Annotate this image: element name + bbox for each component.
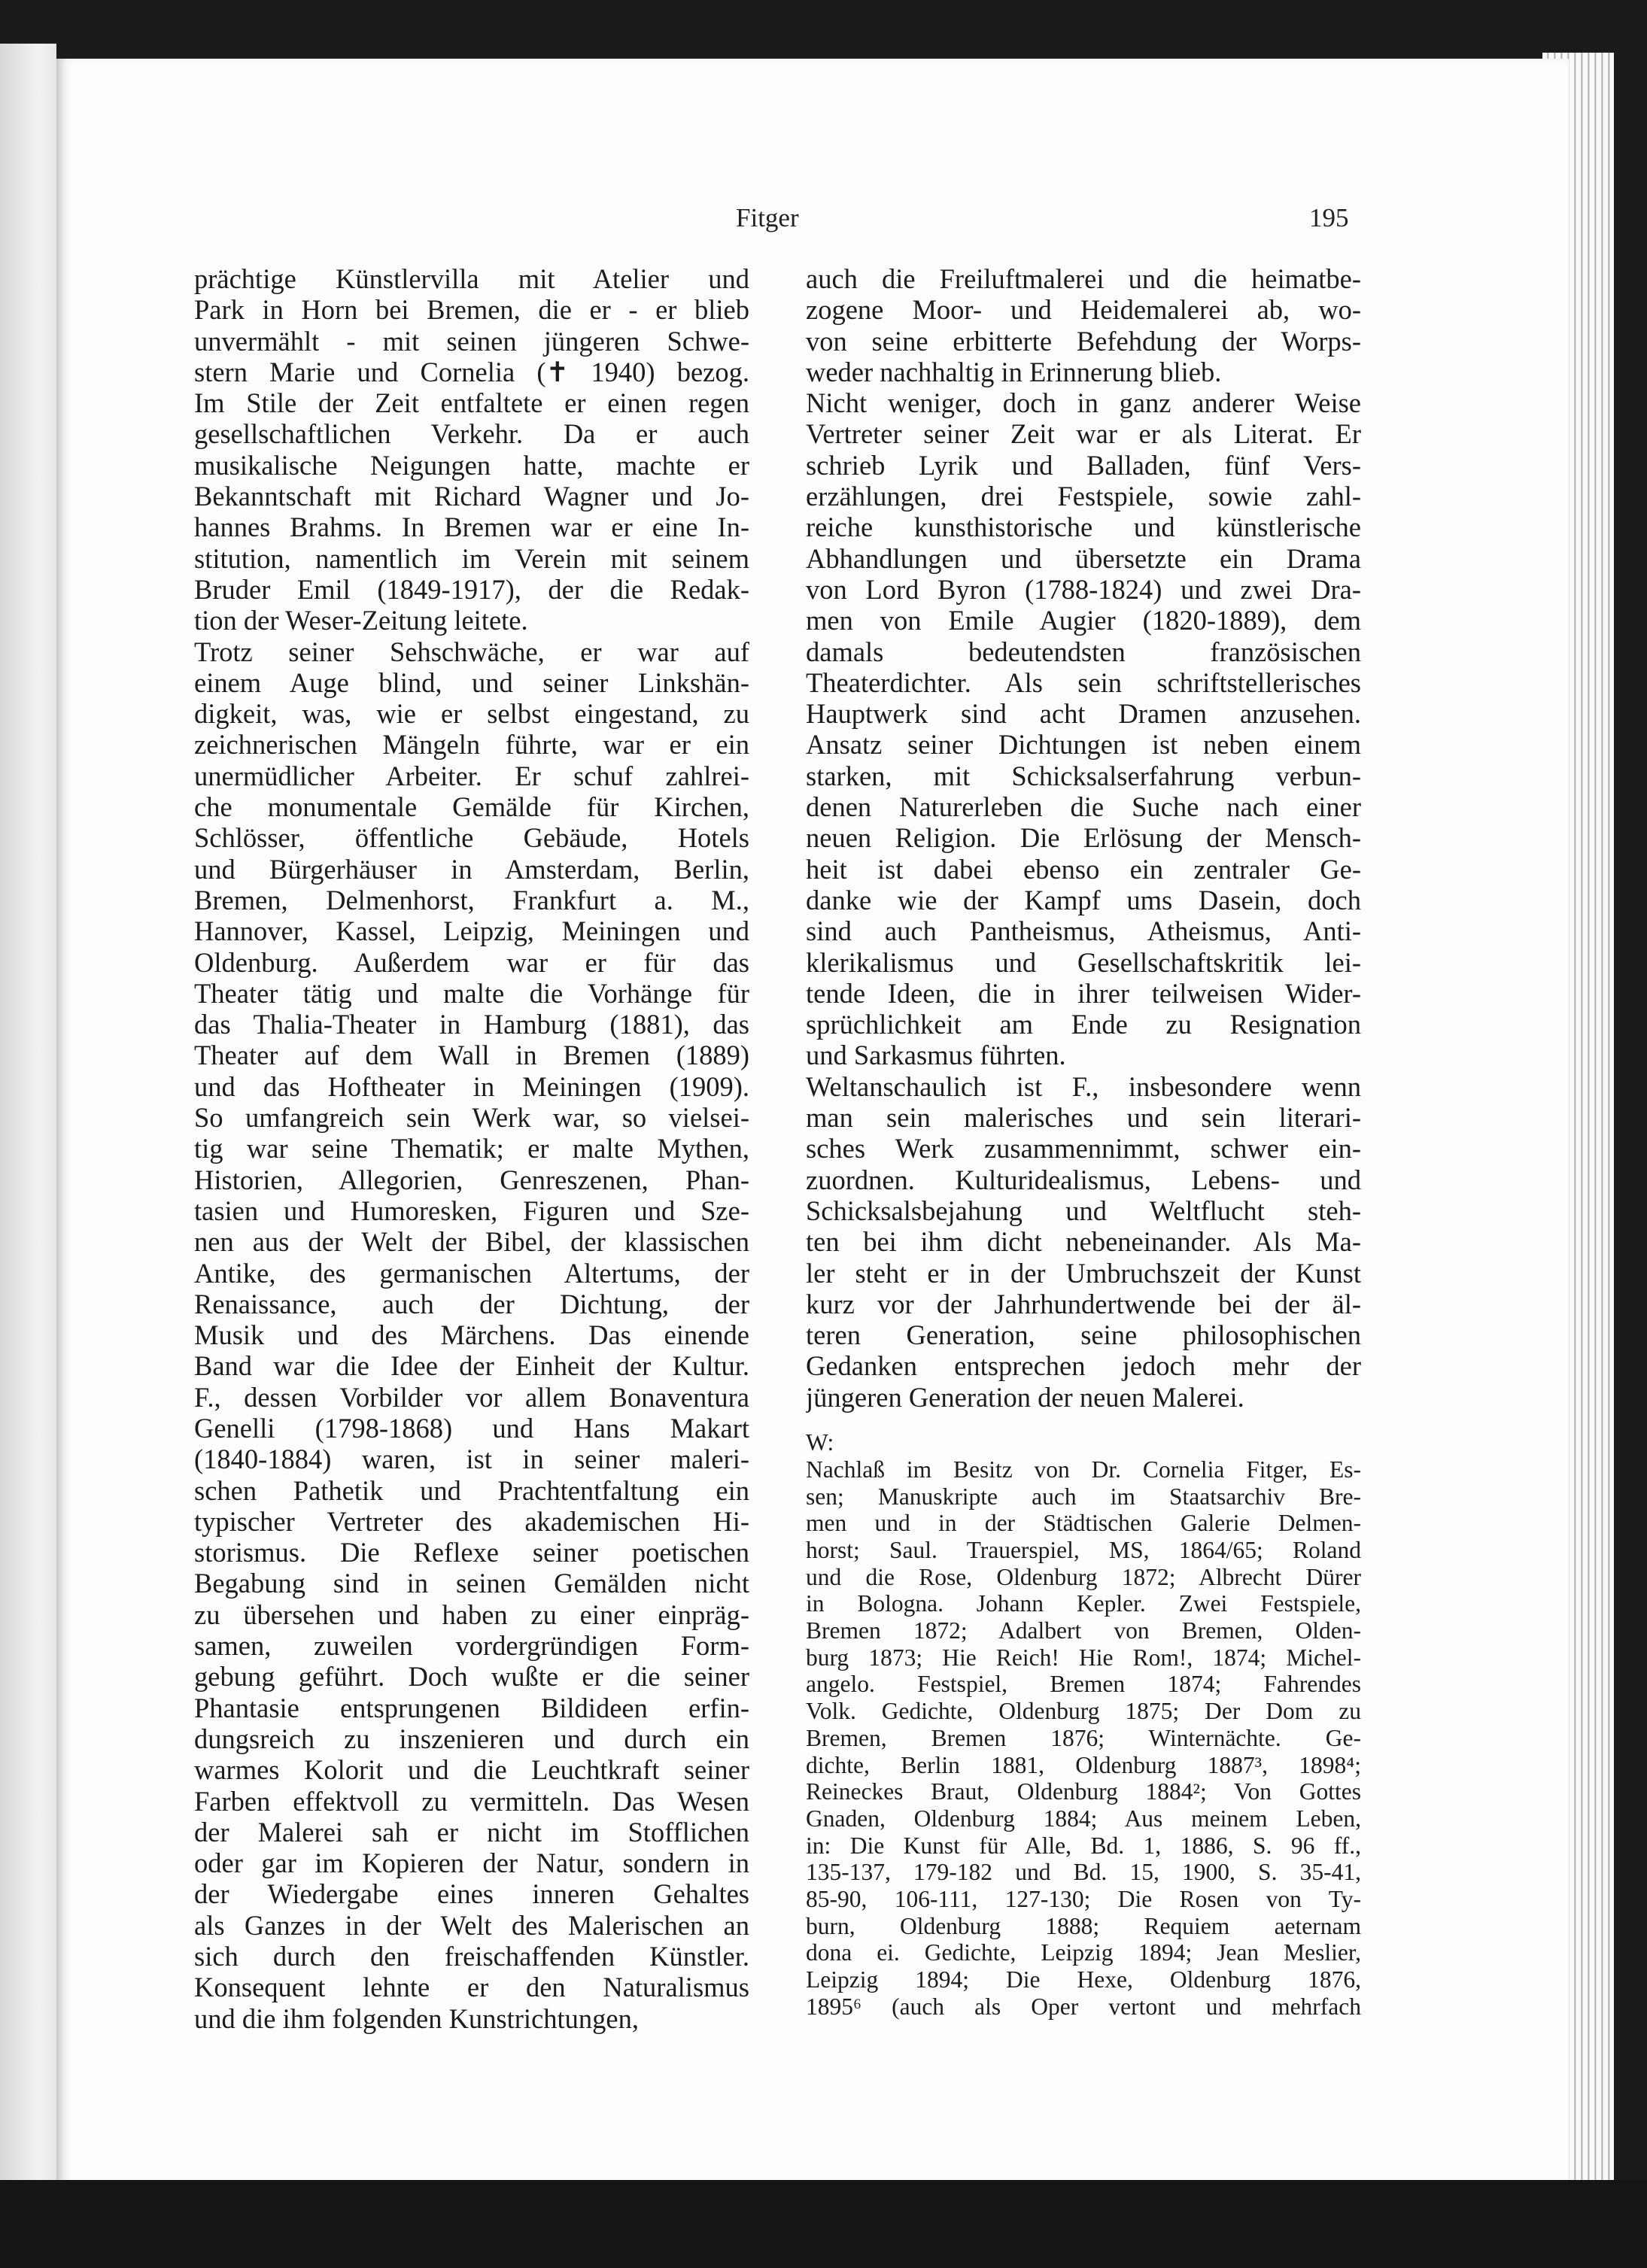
text-line: Genelli (1798-1868) und Hans Makart	[194, 1412, 749, 1444]
text-line: ler steht er in der Umbruchszeit der Kunst	[806, 1257, 1361, 1289]
text-line: starken, mit Schicksalserfahrung verbun-	[806, 760, 1361, 791]
text-line: Farben effektvoll zu vermitteln. Das Wesen	[194, 1785, 749, 1817]
text-line: Historien, Allegorien, Genreszenen, Phan-	[194, 1164, 749, 1195]
text-line: sind auch Pantheismus, Atheismus, Anti-	[806, 915, 1361, 947]
text-line: Gedanken entsprechen jedoch mehr der	[806, 1350, 1361, 1382]
text-line: reiche kunsthistorische und künstlerische	[806, 512, 1361, 543]
text-line: klerikalismus und Gesellschaftskritik lei-	[806, 946, 1361, 978]
text-line: Hannover, Kassel, Leipzig, Meiningen und	[194, 915, 749, 947]
text-line: Nachlaß im Besitz von Dr. Cornelia Fitger, Es-	[806, 1456, 1361, 1483]
page-number: 195	[1309, 203, 1349, 232]
text-line: danke wie der Kampf ums Dasein, doch	[806, 884, 1361, 915]
text-line: in Bologna. Johann Kepler. Zwei Festspiele,	[806, 1590, 1361, 1617]
text-line: und das Hoftheater in Meiningen (1909).	[194, 1070, 749, 1102]
text-line: men von Emile Augier (1820-1889), dem	[806, 605, 1361, 636]
text-line: das Thalia-Theater in Hamburg (1881), das	[194, 1009, 749, 1040]
works-label: W:	[806, 1429, 834, 1456]
text-line: der Wiedergabe eines inneren Gehaltes	[194, 1878, 749, 1910]
text-line: unvermählt - mit seinen jüngeren Schwe-	[194, 325, 749, 357]
text-line: Gnaden, Oldenburg 1884; Aus meinem Leben,	[806, 1805, 1361, 1832]
text-line: digkeit, was, wie er selbst eingestand, zu	[194, 698, 749, 730]
text-line: Ansatz seiner Dichtungen ist neben einem	[806, 729, 1361, 761]
text-line: der Malerei sah er nicht im Stofflichen	[194, 1816, 749, 1847]
text-line: tasien und Humoresken, Figuren und Sze-	[194, 1195, 749, 1226]
works-list	[806, 1456, 1361, 2020]
text-line: auch die Freiluftmalerei und die heimatbe-	[806, 263, 1361, 294]
text-line: men und in der Städtischen Galerie Delmen-	[806, 1510, 1361, 1537]
text-line: unermüdlicher Arbeiter. Er schuf zahlrei-	[194, 760, 749, 791]
text-line: Reineckes Braut, Oldenburg 1884²; Von Gottes	[806, 1778, 1361, 1805]
text-line: sches Werk zusammennimmt, schwer ein-	[806, 1133, 1361, 1164]
text-line: Schlösser, öffentliche Gebäude, Hotels	[194, 822, 749, 854]
text-line: damals bedeutendsten französischen	[806, 636, 1361, 667]
text-line: burn, Oldenburg 1888; Requiem aeternam	[806, 1912, 1361, 1939]
text-line: erzählungen, drei Festspiele, sowie zahl-	[806, 481, 1361, 512]
text-line: neuen Religion. Die Erlösung der Mensch-	[806, 822, 1361, 854]
text-line: zu übersehen und haben zu einer einpräg-	[194, 1599, 749, 1630]
text-line: Phantasie entsprungenen Bildideen erfin-	[194, 1692, 749, 1723]
text-line: und die Rose, Oldenburg 1872; Albrecht Dürer	[806, 1563, 1361, 1590]
text-line: stern Marie und Cornelia (✝ 1940) bezog.	[194, 356, 749, 387]
text-line: dona ei. Gedichte, Leipzig 1894; Jean Meslier,	[806, 1939, 1361, 1966]
text-line: Nicht weniger, doch in ganz anderer Weise	[806, 387, 1361, 419]
text-line: 1895⁶ (auch als Oper vertont und mehrfach	[806, 1993, 1361, 2020]
text-line: schen Pathetik und Prachtentfaltung ein	[194, 1474, 749, 1506]
text-line: nen aus der Welt der Bibel, der klassischen	[194, 1226, 749, 1258]
text-line: Vertreter seiner Zeit war er als Literat. Er	[806, 418, 1361, 450]
text-line: Leipzig 1894; Die Hexe, Oldenburg 1876,	[806, 1966, 1361, 1993]
text-line: heit ist dabei ebenso ein zentraler Ge-	[806, 853, 1361, 885]
text-line: Bruder Emil (1849-1917), der die Redak-	[194, 573, 749, 605]
text-line: Band war die Idee der Einheit der Kultur.	[194, 1350, 749, 1382]
text-line: Antike, des germanischen Altertums, der	[194, 1257, 749, 1289]
text-line: stitution, namentlich im Verein mit seinem	[194, 542, 749, 574]
text-line: storismus. Die Reflexe seiner poetischen	[194, 1537, 749, 1568]
text-line: tende Ideen, die in ihrer teilweisen Wider-	[806, 977, 1361, 1009]
bottom-shadow	[0, 2180, 1647, 2268]
text-line: Hauptwerk sind acht Dramen anzusehen.	[806, 698, 1361, 730]
left-page-edge	[0, 44, 56, 2180]
text-line: Weltanschaulich ist F., insbesondere wenn	[806, 1070, 1361, 1102]
right-text-column	[806, 263, 1361, 2020]
text-line: gebung geführt. Doch wußte er die seiner	[194, 1661, 749, 1693]
text-line: Bremen, Bremen 1876; Winternächte. Ge-	[806, 1724, 1361, 1751]
text-line: Park in Horn bei Bremen, die er - er blieb	[194, 294, 749, 326]
text-line: Begabung sind in seinen Gemälden nicht	[194, 1568, 749, 1599]
left-text-column	[194, 263, 749, 2034]
text-line: Oldenburg. Außerdem war er für das	[194, 946, 749, 978]
text-line: Renaissance, auch der Dichtung, der	[194, 1288, 749, 1319]
running-head: Fitger	[736, 203, 799, 232]
text-line: sprüchlichkeit am Ende zu Resignation	[806, 1009, 1361, 1040]
text-line: hannes Brahms. In Bremen war er eine In-	[194, 512, 749, 543]
text-line: Konsequent lehnte er den Naturalismus	[194, 1972, 749, 2003]
text-line: einem Auge blind, und seiner Linkshän-	[194, 666, 749, 698]
text-line: von Lord Byron (1788-1824) und zwei Dra-	[806, 573, 1361, 605]
text-line: teren Generation, seine philosophischen	[806, 1319, 1361, 1351]
text-line: man sein malerisches und sein literari-	[806, 1102, 1361, 1134]
text-line: angelo. Festspiel, Bremen 1874; Fahrendes	[806, 1671, 1361, 1698]
text-line: als Ganzes in der Welt des Malerischen an	[194, 1909, 749, 1941]
text-line: und Sarkasmus führten.	[806, 1040, 1066, 1071]
text-line: Im Stile der Zeit entfaltete er einen regen	[194, 387, 749, 419]
right-body-text	[806, 263, 1361, 1413]
text-line: zogene Moor- und Heidemalerei ab, wo-	[806, 294, 1361, 326]
text-line: sen; Manuskripte auch im Staatsarchiv Bre-	[806, 1483, 1361, 1510]
text-line: schrieb Lyrik und Balladen, fünf Vers-	[806, 449, 1361, 481]
text-line: Bremen 1872; Adalbert von Bremen, Olden-	[806, 1617, 1361, 1644]
text-line: 85-90, 106-111, 127-130; Die Rosen von Ty-	[806, 1885, 1361, 1912]
text-line: Trotz seiner Sehschwäche, er war auf	[194, 636, 749, 667]
text-line: Bekanntschaft mit Richard Wagner und Jo-	[194, 481, 749, 512]
text-line: Schicksalsbejahung und Weltflucht steh-	[806, 1195, 1361, 1226]
text-line: Theaterdichter. Als sein schriftstellerisches	[806, 666, 1361, 698]
text-line: Musik und des Märchens. Das einende	[194, 1319, 749, 1351]
text-line: (1840-1884) waren, ist in seiner maleri-	[194, 1444, 749, 1475]
text-line: Theater auf dem Wall in Bremen (1889)	[194, 1040, 749, 1071]
text-line: Theater tätig und malte die Vorhänge für	[194, 977, 749, 1009]
text-line: typischer Vertreter des akademischen Hi-	[194, 1505, 749, 1537]
text-line: jüngeren Generation der neuen Malerei.	[806, 1381, 1244, 1413]
text-line: in: Die Kunst für Alle, Bd. 1, 1886, S. 96 ff.,	[806, 1832, 1361, 1859]
text-line: denen Naturerleben die Suche nach einer	[806, 791, 1361, 823]
text-line: samen, zuweilen vordergründigen Form-	[194, 1630, 749, 1662]
text-line: sich durch den freischaffenden Künstler.	[194, 1941, 749, 1972]
text-line: prächtige Künstlervilla mit Atelier und	[194, 263, 749, 294]
text-line: So umfangreich sein Werk war, so vielsei-	[194, 1102, 749, 1134]
text-line: Abhandlungen und übersetzte ein Drama	[806, 542, 1361, 574]
text-line: tig war seine Thematik; er malte Mythen,	[194, 1133, 749, 1164]
text-line: dungsreich zu inszenieren und durch ein	[194, 1723, 749, 1754]
text-line: weder nachhaltig in Erinnerung blieb.	[806, 356, 1222, 387]
text-line: tion der Weser-Zeitung leitete.	[194, 605, 528, 636]
text-line: Volk. Gedichte, Oldenburg 1875; Der Dom zu	[806, 1698, 1361, 1725]
text-line: gesellschaftlichen Verkehr. Da er auch	[194, 418, 749, 450]
text-line: oder gar im Kopieren der Natur, sondern in	[194, 1847, 749, 1879]
text-line: F., dessen Vorbilder vor allem Bonaventura	[194, 1381, 749, 1413]
text-line: musikalische Neigungen hatte, machte er	[194, 449, 749, 481]
text-line: warmes Kolorit und die Leuchtkraft seiner	[194, 1754, 749, 1786]
text-line: che monumentale Gemälde für Kirchen,	[194, 791, 749, 823]
text-line: und die ihm folgenden Kunstrichtungen,	[194, 2002, 639, 2034]
text-line: und Bürgerhäuser in Amsterdam, Berlin,	[194, 853, 749, 885]
text-line: von seine erbitterte Befehdung der Worps-	[806, 325, 1361, 357]
text-line: dichte, Berlin 1881, Oldenburg 1887³, 1898⁴;	[806, 1751, 1361, 1778]
text-line: kurz vor der Jahrhundertwende bei der äl-	[806, 1288, 1361, 1319]
text-line: zuordnen. Kulturidealismus, Lebens- und	[806, 1164, 1361, 1195]
text-line: burg 1873; Hie Reich! Hie Rom!, 1874; Michel-	[806, 1644, 1361, 1671]
text-line: ten bei ihm dicht nebeneinander. Als Ma-	[806, 1226, 1361, 1258]
text-line: zeichnerischen Mängeln führte, war er ein	[194, 729, 749, 761]
text-line: 135-137, 179-182 und Bd. 15, 1900, S. 35-41,	[806, 1859, 1361, 1886]
text-line: Bremen, Delmenhorst, Frankfurt a. M.,	[194, 884, 749, 915]
text-line: horst; Saul. Trauerspiel, MS, 1864/65; Roland	[806, 1537, 1361, 1564]
